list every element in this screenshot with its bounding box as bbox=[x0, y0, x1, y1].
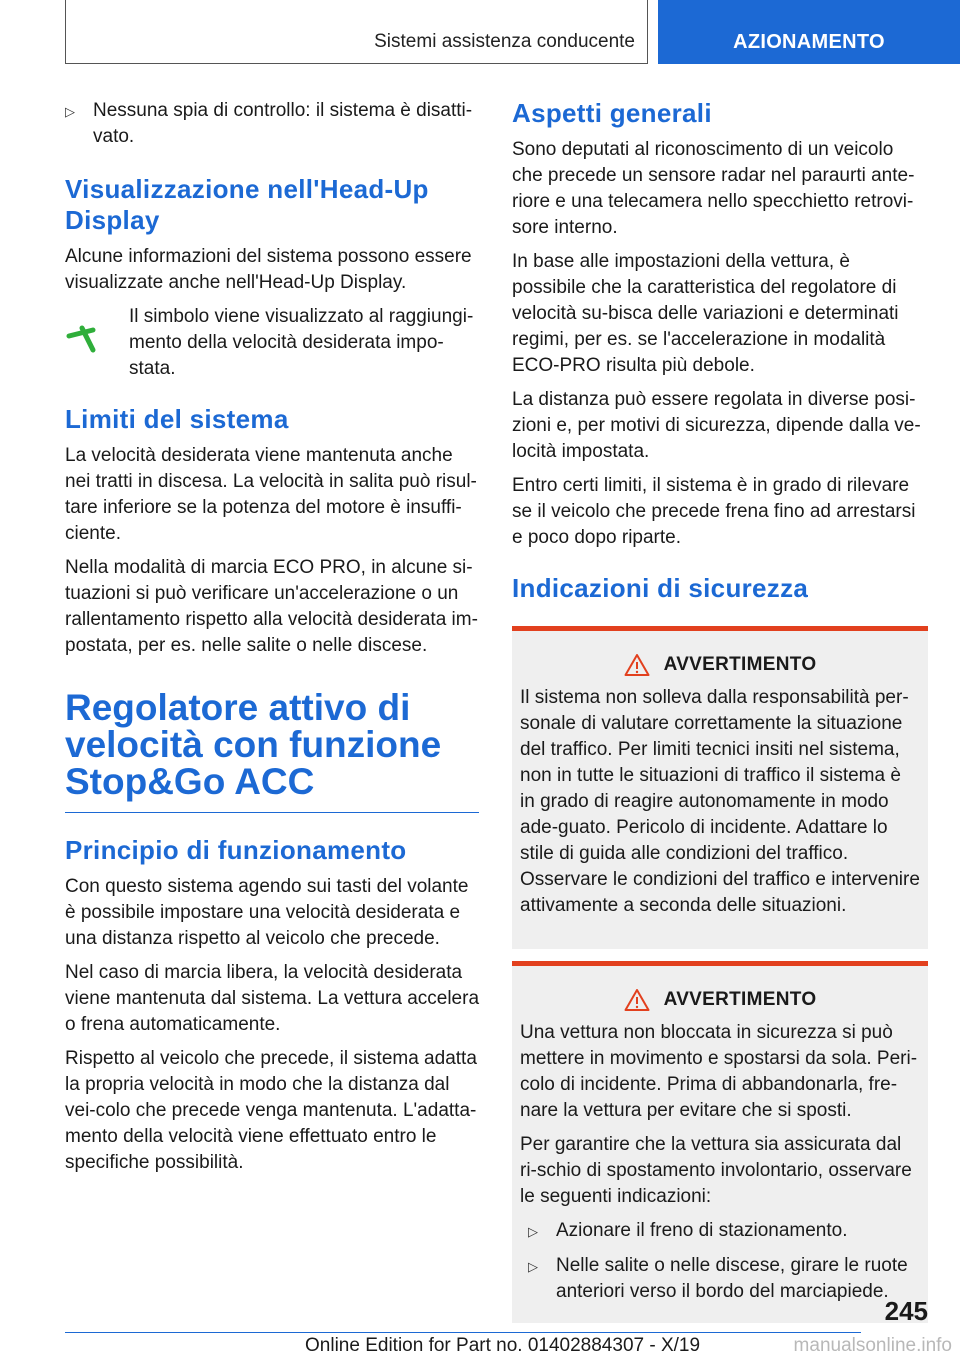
heading-acc: Regolatore attivo di velocità con funzione Stop&Go ACC bbox=[65, 689, 479, 813]
page-number: 245 bbox=[884, 1296, 928, 1326]
paragraph-principle-3: Rispetto al veicolo che precede, il sistema adatta la propria velocità in modo che la distanza dal vei-colo che precede venga mantenuta. L'adatta-mento della velocità viene effettuato entro le specifiche possibilità. bbox=[65, 1048, 477, 1173]
warning-box-1 bbox=[512, 626, 928, 949]
paragraph-principle-2: Nel caso di marcia libera, la velocità desiderata viene mantenuta dal sistema. La vettura accelera o frena automaticamente. bbox=[65, 962, 480, 1035]
bullet-triangle-icon: ▷ bbox=[528, 1259, 538, 1274]
header-chapter-tab bbox=[658, 0, 960, 64]
heading-safety: Indicazioni di sicurezza bbox=[512, 573, 809, 603]
warning-triangle-icon bbox=[624, 988, 650, 1012]
warning-bullet-text: Nelle salite o nelle discese, girare le ruote anteriori verso il bordo del marciapiede. bbox=[556, 1255, 908, 1302]
bullet-item bbox=[65, 98, 479, 150]
heading-general: Aspetti generali bbox=[512, 98, 712, 128]
warning-text-2a: Una vettura non bloccata in sicurezza si può mettere in movimento e spostarsi da sola. Peri-colo di incidente. Prima di abbandonarla, fre-nare la vettura per evitare che si sposti. bbox=[520, 1022, 918, 1121]
footer-divider bbox=[65, 1332, 861, 1333]
warning-title-1 bbox=[520, 653, 920, 677]
header-section-label: Sistemi assistenza conducente bbox=[374, 31, 635, 52]
warning-bullet-item bbox=[528, 1218, 920, 1245]
heading-hud: Visualizzazione nell'Head-Up Display bbox=[65, 174, 429, 235]
hud-icon-text: Il simbolo viene visualizzato al raggiungi-mento della velocità desiderata impo-stata. bbox=[129, 306, 474, 379]
paragraph-principle-1: Con questo sistema agendo sui tasti del volante è possibile impostare una velocità desiderata e una distanza rispetto al veicolo che precede. bbox=[65, 876, 469, 949]
warning-bullet-item bbox=[528, 1253, 920, 1305]
paragraph-limits-2: Nella modalità di marcia ECO PRO, in alcune si-tuazioni si può verificare un'accelerazione o un rallentamento rispetto alla velocità desiderata im-postata, per es. nelle salite o nelle discese. bbox=[65, 557, 478, 656]
warning-bullet-text: Azionare il freno di stazionamento. bbox=[556, 1220, 848, 1241]
warning-text-1: Il sistema non solleva dalla responsabilità per-sonale di valutare correttamente la situazione del traffico. Per limiti tecnici insiti nel sistema, non in tutte le situazioni di traffico il sistema è in grado di reagire autonomamente in modo ade-guato. Pericolo di incidente. Adattare lo stile di guida alle condizioni del traffico. Osservare le condizioni del traffico e intervenire attivamente a seconda delle situazioni. bbox=[520, 687, 920, 916]
header-chapter-label: AZIONAMENTO bbox=[733, 31, 885, 53]
paragraph-general-4: Entro certi limiti, il sistema è in grado di rilevare se il veicolo che precede frena fino ad arrestarsi e poco dopo riparte. bbox=[512, 475, 916, 548]
paragraph-general-3: La distanza può essere regolata in diverse posi-zioni e, per motivi di sicurezza, dipende dalla ve-locità impostata. bbox=[512, 389, 921, 462]
paragraph-limits-1: La velocità desiderata viene mantenuta anche nei tratti in discesa. La velocità in salita può risul-tare inferiore se la potenza del motore è insuffi-ciente. bbox=[65, 445, 477, 544]
paragraph-general-1: Sono deputati al riconoscimento di un veicolo che precede un sensore radar nel paraurti ante-riore e una telecamera nello specchietto retrovi-sore interno. bbox=[512, 139, 915, 238]
heading-limits: Limiti del sistema bbox=[65, 404, 289, 434]
footer-watermark: manualsonline.info bbox=[793, 1335, 952, 1356]
warning-title-label-1: AVVERTIMENTO bbox=[663, 654, 817, 675]
bullet-text: Nessuna spia di controllo: il sistema è disatti-vato. bbox=[93, 100, 473, 147]
right-column bbox=[512, 98, 928, 1323]
footer-edition: Online Edition for Part no. 01402884307 - X/19 bbox=[305, 1335, 701, 1356]
warning-text-2b: Per garantire che la vettura sia assicurata dal ri-schio di spostamento involontario, osservare le seguenti indicazioni: bbox=[520, 1134, 912, 1207]
hud-icon-row bbox=[65, 304, 479, 382]
paragraph-hud: Alcune informazioni del sistema possono essere visualizzate anche nell'Head-Up Display. bbox=[65, 246, 472, 293]
warning-box-2 bbox=[512, 961, 928, 1323]
bullet-triangle-icon: ▷ bbox=[65, 104, 75, 119]
left-column bbox=[65, 98, 479, 1184]
heading-principle: Principio di funzionamento bbox=[65, 835, 407, 865]
warning-title-2 bbox=[520, 988, 920, 1012]
warning-triangle-icon bbox=[624, 653, 650, 677]
bullet-triangle-icon: ▷ bbox=[528, 1224, 538, 1239]
paragraph-general-2: In base alle impostazioni della vettura, è possibile che la caratteristica del regolatore di velocità su-bisca delle variazioni e determinati regimi, per es. se l'accelerazione in modalità ECO-PRO risulta più debole. bbox=[512, 251, 899, 376]
speed-reached-icon bbox=[65, 304, 129, 364]
header-section-title bbox=[65, 0, 648, 64]
warning-title-label-2: AVVERTIMENTO bbox=[663, 989, 817, 1010]
